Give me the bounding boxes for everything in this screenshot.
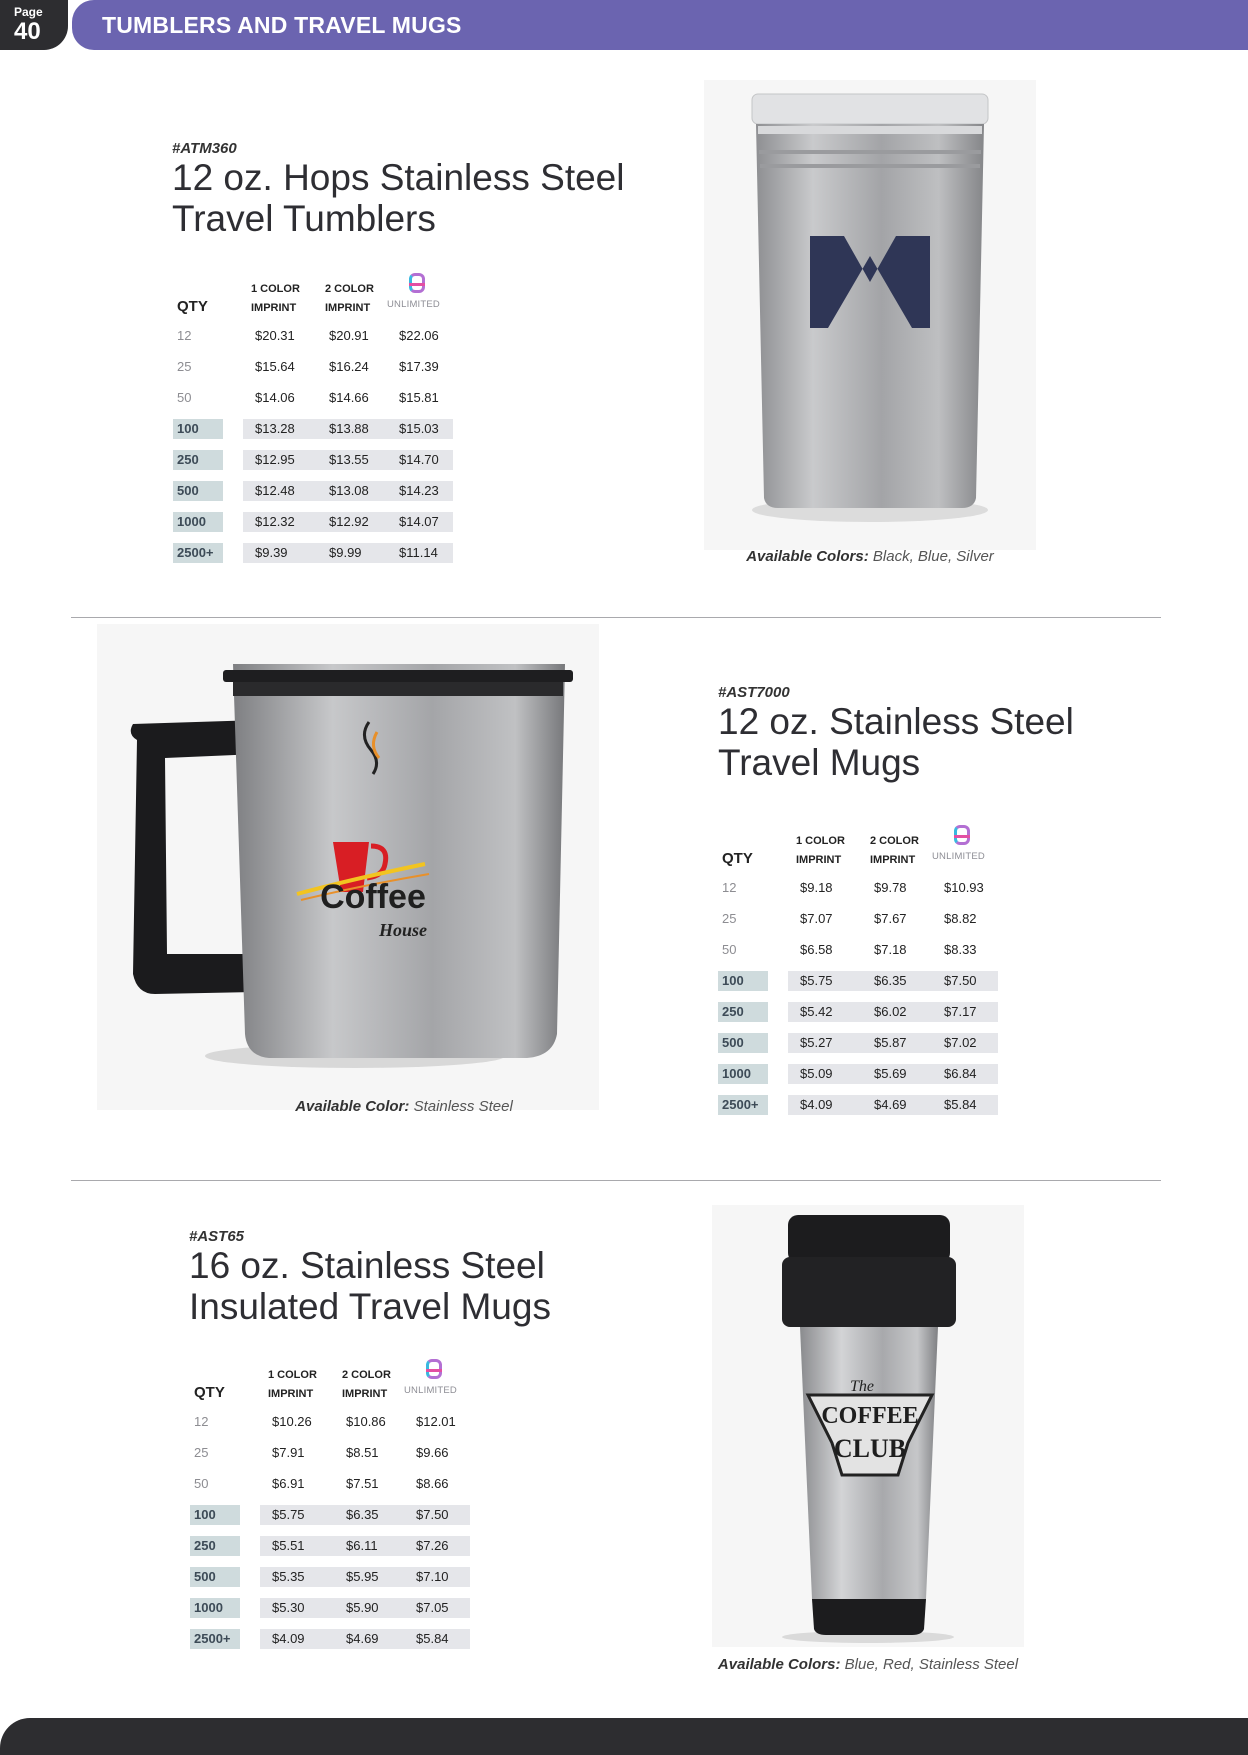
unlimited-icon-bar [954,835,970,838]
one-color-price: $5.75 [272,1507,305,1522]
price-table [190,1358,480,1658]
available-colors-label: Available Colors: [717,1656,841,1673]
page-number-tab [0,0,68,50]
header-line: IMPRINT [870,854,916,866]
product-title-block [189,1228,709,1327]
product-sku: #AST7000 [718,684,790,701]
product-name-line1: 12 oz. Stainless Steel [718,701,1074,742]
header-line: 2 COLOR [870,835,919,847]
product-title-block [718,684,1218,783]
two-color-price: $6.02 [874,1004,907,1019]
unlimited-price: $15.03 [399,421,439,436]
qty-header: QTY [722,850,753,867]
two-color-imprint-header [325,280,387,318]
mug-logo-word2: House [378,920,428,940]
product-name-line2: Insulated Travel Mugs [189,1286,551,1327]
header-line: 2 COLOR [342,1369,391,1381]
one-color-price: $12.32 [255,514,295,529]
one-color-price: $5.27 [800,1035,833,1050]
available-colors-value: Black, Blue, Silver [872,548,994,565]
one-color-price: $10.26 [272,1414,312,1429]
table-row [190,1505,470,1525]
page-label: Page [14,5,43,19]
product-sku: #ATM360 [172,140,237,157]
price-table [173,272,463,572]
one-color-price: $5.30 [272,1600,305,1615]
one-color-price: $4.09 [272,1631,305,1646]
unlimited-price: $7.50 [416,1507,449,1522]
two-color-price: $5.90 [346,1600,379,1615]
one-color-price: $7.07 [800,911,833,926]
one-color-price: $12.95 [255,452,295,467]
unlimited-price: $14.07 [399,514,439,529]
two-color-price: $7.67 [874,911,907,926]
qty-cell: 2500+ [190,1629,240,1649]
qty-cell: 25 [722,911,737,926]
header-line: 1 COLOR [251,283,300,295]
one-color-imprint-header [268,1366,330,1404]
unlimited-price: $8.82 [944,911,977,926]
section-divider [71,617,1161,618]
qty-cell: 1000 [190,1598,240,1618]
two-color-price: $4.69 [346,1631,379,1646]
qty-cell: 12 [177,328,192,343]
table-row [173,512,453,532]
table-row [190,1598,470,1618]
section-divider [71,1180,1161,1181]
unlimited-price: $6.84 [944,1066,977,1081]
two-color-price: $4.69 [874,1097,907,1112]
table-row [173,419,453,439]
unlimited-price: $9.66 [416,1445,449,1460]
product-name-line1: 16 oz. Stainless Steel [189,1245,545,1286]
unlimited-price: $7.26 [416,1538,449,1553]
page-number: 40 [14,18,41,45]
header-line: IMPRINT [268,1388,314,1400]
table-row [718,971,998,991]
mug-logo-word1: COFFEE [821,1403,919,1429]
unlimited-icon-bar [426,1369,442,1372]
qty-cell: 50 [177,390,192,405]
two-color-price: $16.24 [329,359,369,374]
insulated-mug-photo [712,1205,1024,1647]
one-color-imprint-header [796,832,858,870]
one-color-price: $15.64 [255,359,295,374]
unlimited-price: $7.17 [944,1004,977,1019]
qty-cell: 12 [194,1414,209,1429]
header-line: IMPRINT [796,854,842,866]
two-color-price: $9.99 [329,545,362,560]
qty-cell: 2500+ [718,1095,768,1115]
table-row [173,357,453,377]
product-sku: #AST65 [189,1228,245,1245]
header-line: IMPRINT [251,302,297,314]
unlimited-label: UNLIMITED [387,299,440,310]
footer-bar [0,1718,1248,1755]
two-color-price: $5.95 [346,1569,379,1584]
header-line: 1 COLOR [268,1369,317,1381]
qty-cell: 500 [718,1033,768,1053]
unlimited-price: $7.50 [944,973,977,988]
unlimited-logo [404,1358,468,1402]
unlimited-logo [932,824,996,868]
page-title: TUMBLERS AND TRAVEL MUGS [102,12,462,38]
header-line: IMPRINT [325,302,371,314]
qty-cell: 25 [194,1445,209,1460]
qty-cell: 250 [190,1536,240,1556]
unlimited-price: $8.33 [944,942,977,957]
table-row [718,1002,998,1022]
available-colors-value: Stainless Steel [413,1098,513,1115]
unlimited-price: $17.39 [399,359,439,374]
available-colors-value: Blue, Red, Stainless Steel [844,1656,1019,1673]
available-colors-label: Available Colors: [746,548,869,565]
product-name-line2: Travel Tumblers [172,198,436,239]
unlimited-label: UNLIMITED [404,1385,457,1396]
mug-logo-word0: The [850,1378,874,1395]
two-color-price: $5.69 [874,1066,907,1081]
qty-cell: 500 [173,481,223,501]
qty-cell: 100 [718,971,768,991]
header-line: IMPRINT [342,1388,388,1400]
available-colors [704,548,1036,565]
table-row [718,1033,998,1053]
one-color-price: $12.48 [255,483,295,498]
two-color-price: $20.91 [329,328,369,343]
travel-mug-photo [97,624,599,1110]
unlimited-price: $5.84 [944,1097,977,1112]
one-color-price: $9.39 [255,545,288,560]
two-color-imprint-header [342,1366,404,1404]
unlimited-price: $12.01 [416,1414,456,1429]
two-color-imprint-header [870,832,932,870]
table-row [173,326,453,346]
header-line: 1 COLOR [796,835,845,847]
one-color-price: $13.28 [255,421,295,436]
two-color-price: $13.55 [329,452,369,467]
one-color-price: $5.35 [272,1569,305,1584]
table-row [190,1443,470,1463]
two-color-price: $13.08 [329,483,369,498]
unlimited-price: $7.02 [944,1035,977,1050]
one-color-price: $20.31 [255,328,295,343]
qty-cell: 100 [190,1505,240,1525]
one-color-price: $5.09 [800,1066,833,1081]
table-row [190,1567,470,1587]
two-color-price: $6.35 [874,973,907,988]
one-color-price: $9.18 [800,880,833,895]
table-row [173,481,453,501]
two-color-price: $6.35 [346,1507,379,1522]
one-color-price: $4.09 [800,1097,833,1112]
two-color-price: $8.51 [346,1445,379,1460]
table-row [190,1629,470,1649]
table-row [718,909,998,929]
unlimited-price: $15.81 [399,390,439,405]
qty-cell: 1000 [173,512,223,532]
price-table [718,824,1008,1124]
qty-cell: 50 [722,942,737,957]
travel-mug-illustration [97,624,599,1110]
two-color-price: $6.11 [346,1538,378,1553]
qty-header: QTY [194,1384,225,1401]
qty-cell: 250 [718,1002,768,1022]
available-colors-label: Available Color: [295,1098,410,1115]
unlimited-price: $7.10 [416,1569,449,1584]
table-row [190,1412,470,1432]
two-color-price: $7.51 [346,1476,379,1491]
insulated-mug-illustration [712,1205,1024,1647]
unlimited-price: $7.05 [416,1600,449,1615]
two-color-price: $5.87 [874,1035,907,1050]
unlimited-label: UNLIMITED [932,851,985,862]
unlimited-price: $8.66 [416,1476,449,1491]
unlimited-price: $14.70 [399,452,439,467]
table-row [718,878,998,898]
two-color-price: $10.86 [346,1414,386,1429]
table-row [173,388,453,408]
product-name-line2: Travel Mugs [718,742,921,783]
one-color-price: $5.42 [800,1004,833,1019]
one-color-price: $7.91 [272,1445,305,1460]
table-row [718,940,998,960]
one-color-price: $6.58 [800,942,833,957]
table-row [718,1095,998,1115]
two-color-price: $9.78 [874,880,907,895]
unlimited-logo [387,272,451,316]
mug-logo-word2: CLUB [833,1434,907,1463]
table-row [718,1064,998,1084]
unlimited-price: $14.23 [399,483,439,498]
mug-logo-word1: Coffee [320,878,426,916]
available-colors [690,1656,1046,1673]
table-row [190,1474,470,1494]
unlimited-price: $5.84 [416,1631,449,1646]
table-row [173,450,453,470]
table-row [190,1536,470,1556]
two-color-price: $7.18 [874,942,907,957]
qty-cell: 1000 [718,1064,768,1084]
one-color-price: $6.91 [272,1476,305,1491]
header-line: 2 COLOR [325,283,374,295]
tumbler-illustration [704,80,1036,550]
product-name-line1: 12 oz. Hops Stainless Steel [172,157,625,198]
unlimited-icon-bar [409,283,425,286]
qty-cell: 250 [173,450,223,470]
qty-cell: 12 [722,880,737,895]
unlimited-price: $11.14 [399,545,438,560]
unlimited-price: $22.06 [399,328,439,343]
header-bar [72,0,1248,50]
tumbler-photo [704,80,1036,550]
two-color-price: $14.66 [329,390,369,405]
one-color-price: $14.06 [255,390,295,405]
one-color-price: $5.51 [272,1538,305,1553]
qty-cell: 2500+ [173,543,223,563]
qty-cell: 25 [177,359,192,374]
qty-cell: 100 [173,419,223,439]
available-colors [174,1098,634,1115]
unlimited-price: $10.93 [944,880,984,895]
one-color-price: $5.75 [800,973,833,988]
qty-cell: 50 [194,1476,209,1491]
one-color-imprint-header [251,280,313,318]
product-title-block [172,140,692,239]
qty-header: QTY [177,298,208,315]
two-color-price: $13.88 [329,421,369,436]
two-color-price: $12.92 [329,514,369,529]
qty-cell: 500 [190,1567,240,1587]
table-row [173,543,453,563]
